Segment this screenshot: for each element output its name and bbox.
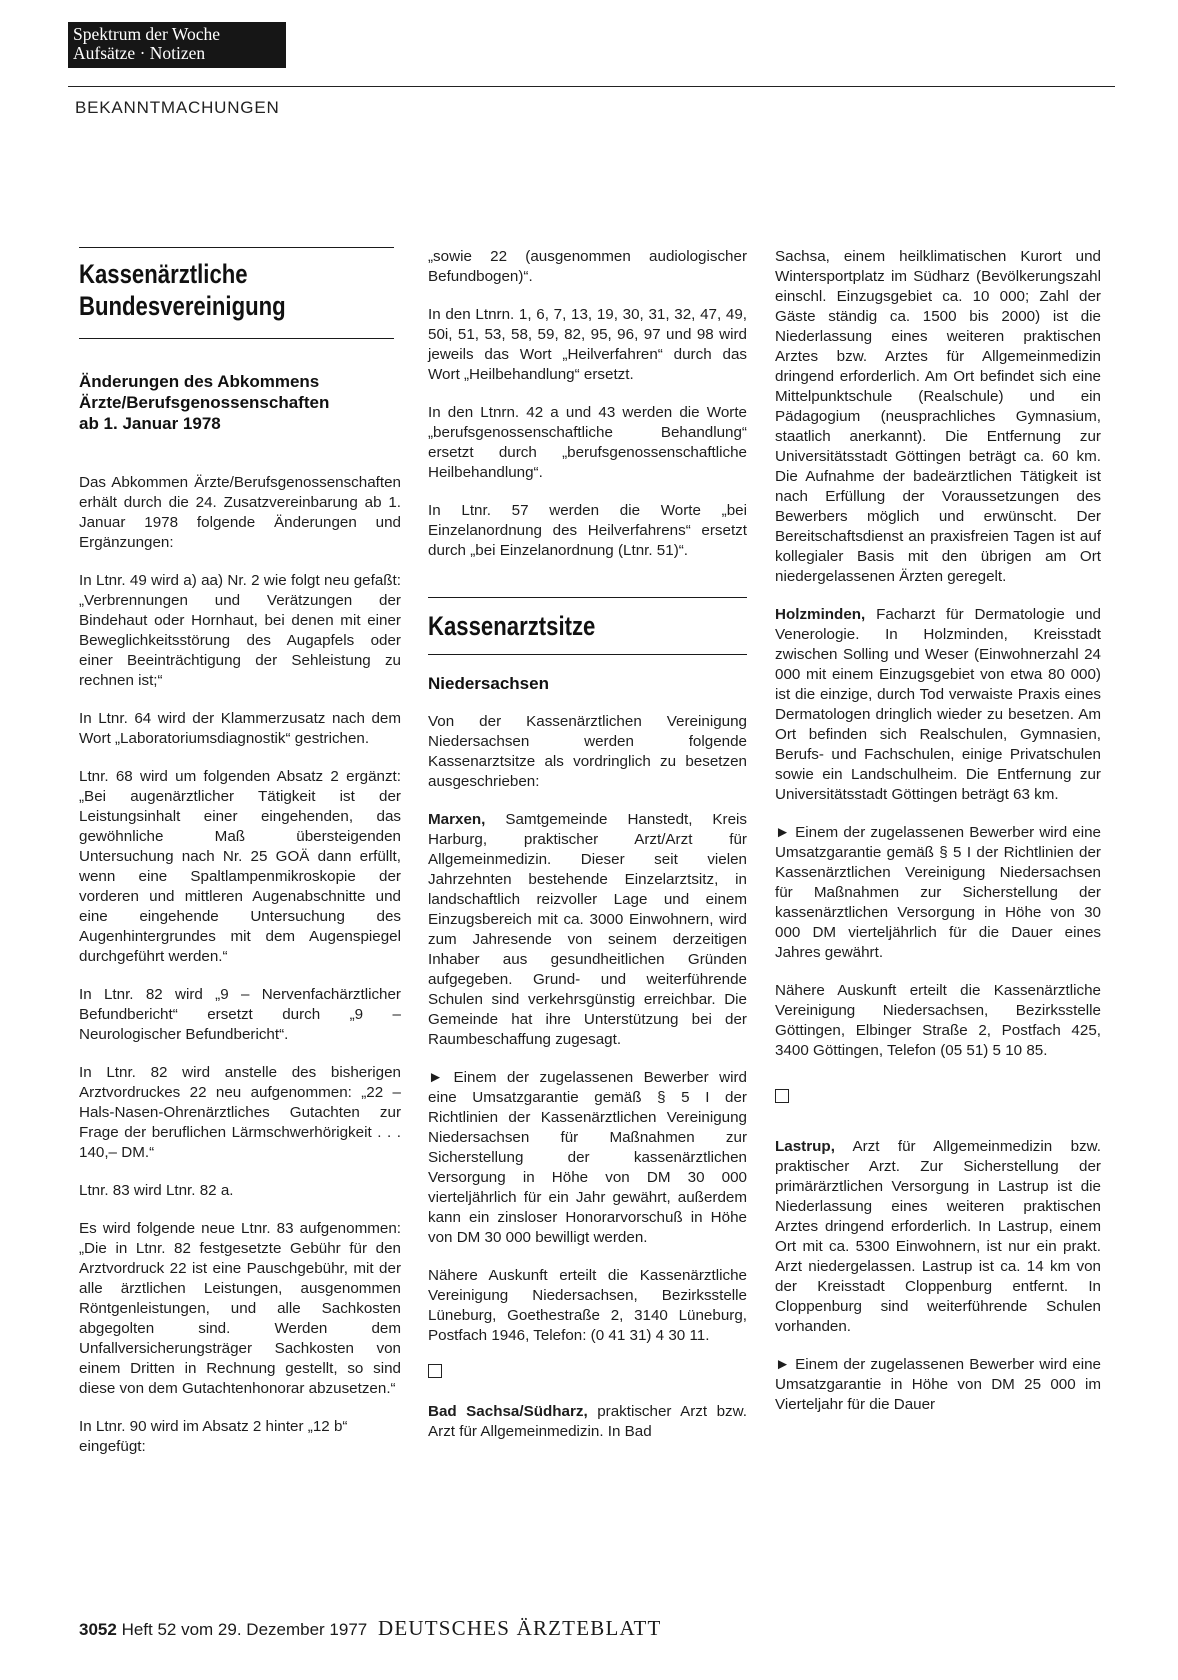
paragraph: Das Abkommen Ärzte/Berufsgenossenschaften erhält durch die 24. Zusatzvereinbarung ab 1. Januar 1978 folgende Änderungen und Ergänzungen: — [79, 474, 401, 551]
place-name: Bad Sachsa/Südharz, — [428, 1403, 588, 1420]
column-1 — [79, 247, 401, 1457]
arrow-icon: ► — [775, 1356, 791, 1373]
paragraph: „sowie 22 (ausgenommen audiologischer Befundbogen)“. — [428, 248, 747, 285]
region-subheadline: Niedersachsen — [428, 674, 549, 693]
arrow-icon: ► — [775, 824, 791, 841]
listing-lastrup: Lastrup, Arzt für Allgemeinmedizin bzw. praktischer Arzt. Zur Sicherstellung der primärärztlichen Versorgung in Lastrup ist die Niederlassung eines weiteren praktischen Arztes dringend erforderlich. In Lastrup, einem Ort mit ca. 5300 Einwohnern, ist nur ein prakt. Arzt niedergelassen. Lastrup ist ca. 14 km von der Kreisstadt Cloppenburg entfernt. In Cloppenburg sind weiterführende Schulen vorhanden. — [775, 1138, 1101, 1335]
paragraph: Ltnr. 83 wird Ltnr. 82 a. — [79, 1182, 234, 1199]
paragraph: Es wird folgende neue Ltnr. 83 aufgenommen: „Die in Ltnr. 82 festgesetzte Gebühr für den Arztvordruck 22 ist eine Pauschgebühr, mit der alle ärztlichen Leistungen, ausgenommen Röntgenleistungen, und alle Sachkosten abgegolten sind. Werden dem Unfallversicherungsträger Sachkosten von einem Dritten in Rechnung gestellt, so sind diese von dem Gutachtenhonorar abzusetzen.“ — [79, 1220, 401, 1397]
paragraph: In Ltnr. 82 wird „9 – Nervenfachärztlicher Befundbericht“ ersetzt durch „9 – Neurologischer Befundbericht“. — [79, 986, 401, 1043]
article-subheadline — [79, 371, 401, 434]
box-icon — [775, 1089, 789, 1103]
magazine-name: DEUTSCHES ÄRZTEBLATT — [377, 1616, 662, 1640]
contact-paragraph: Nähere Auskunft erteilt die Kassenärztliche Vereinigung Niedersachsen, Bezirksstelle Göttingen, Elbinger Straße 2, Postfach 425, 3400 Göttingen, Telefon (05 51) 5 10 85. — [775, 982, 1101, 1059]
section-label — [68, 22, 286, 68]
page-number: 3052 — [79, 1620, 117, 1639]
paragraph: In Ltnr. 82 wird anstelle des bisherigen Arztvordruckes 22 neu aufgenommen: „22 – Hals-Nasen-Ohrenärztliches Gutachten zur Frage der beruflichen Lärmschwerhörigkeit . . . 140,– DM.“ — [79, 1064, 401, 1161]
place-name: Marxen, — [428, 811, 486, 828]
guarantee-paragraph: ► Einem der zugelassenen Bewerber wird eine Umsatzgarantie gemäß § 5 I der Richtlinien der Kassenärztlichen Vereinigung Niedersachsen für Maßnahmen zur Sicherstellung der kassenärztlichen Versorgung in Höhe von 30 000 DM vierteljährlich für die Dauer eines Jahres gewährt. — [775, 824, 1101, 961]
paragraph: In den Ltnrn. 1, 6, 7, 13, 19, 30, 31, 32, 47, 49, 50i, 51, 53, 58, 59, 82, 95, 96, 97 und 98 wird jeweils das Wort „Heilverfahren“ durch das Wort „Heilbehandlung“ ersetzt. — [428, 306, 747, 383]
page-footer — [79, 1616, 662, 1641]
subheadline-line2: Ärzte/Berufsgenossenschaften — [79, 393, 330, 412]
headline-rule-bottom — [79, 338, 394, 339]
column-3 — [775, 247, 1101, 1415]
paragraph: In den Ltnrn. 42 a und 43 werden die Worte „berufsgenossenschaftliche Behandlung“ ersetzt durch „berufsgenossenschaftliche Heilbehandlung“. — [428, 404, 747, 481]
headline-line1: Kassenärztliche — [79, 259, 248, 289]
paragraph: Ltnr. 68 wird um folgenden Absatz 2 ergänzt: „Bei augenärztlicher Tätigkeit ist der Leistungsinhalt einer eingehenden, das gewöhnliche Maß übersteigenden Untersuchung nach Nr. 25 GOÄ dann erfüllt, wenn eine Spaltlampenmikroskopie der vorderen und mittleren Augenabschnitte und eine eingehende Untersuchung des Augenhintergrundes mit dem Augenspiegel durchgeführt werden.“ — [79, 768, 401, 965]
listing-marxen: Marxen, Samtgemeinde Hanstedt, Kreis Harburg, praktischer Arzt/Arzt für Allgemeinmedizin. Dieser seit vielen Jahrzehnten bestehende Einzelarztsitz, in landschaftlich reizvoller Lage und einem Einzugsbereich mit ca. 3000 Einwohnern, wird zum Jahresende von seinem derzeitigen Inhaber aus gesundheitlichen Gründen aufgegeben. Grund- und weiterführende Schulen sind verkehrsgünstig erreichbar. Die Gemeinde hat ihre Unterstützung bei der Raumbeschaffung zugesagt. — [428, 811, 747, 1048]
paragraph: In Ltnr. 90 wird im Absatz 2 hinter „12 b“ eingefügt: — [79, 1418, 348, 1455]
paragraph: In Ltnr. 64 wird der Klammerzusatz nach dem Wort „Laboratoriumsdiagnostik“ gestrichen. — [79, 710, 401, 747]
headline-rule-top — [79, 247, 394, 248]
place-name: Lastrup, — [775, 1138, 835, 1155]
body-text — [79, 473, 401, 1457]
guarantee-paragraph: ► Einem der zugelassenen Bewerber wird eine Umsatzgarantie in Höhe von DM 25 000 im Vierteljahr für die Dauer — [775, 1356, 1101, 1413]
section-label-line2: Aufsätze · Notizen — [73, 43, 206, 63]
arrow-icon: ► — [428, 1069, 444, 1086]
end-box — [775, 1089, 1101, 1109]
article-headline — [79, 258, 401, 322]
subheadline-line1: Änderungen des Abkommens — [79, 372, 320, 391]
headline-rule-bottom — [428, 654, 747, 655]
paragraph: Sachsa, einem heilklimatischen Kurort und Wintersportplatz im Südharz (Bevölkerungszahl einschl. Einzugsgebiet ca. 10 000; Zahl der Gäste ständig ca. 1500 bis 2000) ist die Niederlassung eines weiteren praktischen Arztes bzw. Arztes für Allgemeinmedizin dringend erforderlich. Am Ort befindet sich eine Mittelpunktschule (Realschule) und ein Pädagogium (neusprachliches Gymnasium, staatlich anerkannt). Die Entfernung zur Universitätsstadt Göttingen beträgt ca. 60 km. Die Aufnahme der badeärztlichen Tätigkeit ist nach Erfüllung der Voraussetzungen des Bewerbers möglich und erwünscht. Der Bereitschaftsdienst an praxisfreien Tagen ist auf kollegialer Basis mit den übrigen am Ort niedergelassenen Ärzten geregelt. — [775, 248, 1101, 585]
box-icon — [428, 1364, 442, 1378]
listing-holzminden: Holzminden, Facharzt für Dermatologie und Venerologie. In Holzminden, Kreisstadt zwischen Solling und Weser (Einwohnerzahl 24 000 mit einem Einzugsgebiet von etwa 80 000) ist die einzige, durch Tod verwaiste Praxis eines Dermatologen dringlich wieder zu besetzen. Am Ort befinden sich Realschulen, Gymnasien, Berufs- und Fachschulen, einige Privatschulen sowie ein Landschulheim. Die Entfernung zur Universitätsstadt Göttingen beträgt 63 km. — [775, 606, 1101, 803]
place-name: Holzminden, — [775, 606, 866, 623]
column-2 — [428, 247, 747, 1442]
guarantee-paragraph: ► Einem der zugelassenen Bewerber wird eine Umsatzgarantie gemäß § 5 I der Richtlinien der Kassenärztlichen Vereinigung Niedersachsen für Maßnahmen zur Sicherstellung der kassenärztlichen Versorgung in Höhe von DM 30 000 vierteljährlich für ein Jahr gewährt, außerdem kann ein zinsloser Honorarvorschuß in Höhe von DM 30 000 bewilligt werden. — [428, 1069, 747, 1246]
paragraph: In Ltnr. 49 wird a) aa) Nr. 2 wie folgt neu gefaßt: „Verbrennungen und Verätzungen der Bindehaut oder Hornhaut, bei denen mit einer Beweglichkeitsstörung des Augapfels oder einer Beeinträchtigung der Sehleistung zu rechnen ist;“ — [79, 572, 401, 689]
end-box — [428, 1364, 747, 1384]
contact-paragraph: Nähere Auskunft erteilt die Kassenärztliche Vereinigung Niedersachsen, Bezirksstelle Lüneburg, Goethestraße 2, 3140 Lüneburg, Postfach 1946, Telefon: (0 41 31) 4 30 11. — [428, 1267, 747, 1344]
kicker: BEKANNTMACHUNGEN — [75, 98, 280, 117]
subheadline-line3: ab 1. Januar 1978 — [79, 414, 221, 433]
section-label-line1: Spektrum der Woche — [73, 24, 220, 44]
issue-info: Heft 52 vom 29. Dezember 1977 — [121, 1620, 368, 1639]
headline-line2: Bundesvereinigung — [79, 291, 286, 321]
section-headline: Kassenarztsitze — [428, 611, 596, 641]
headline-rule — [428, 597, 747, 598]
listing-bad-sachsa: Bad Sachsa/Südharz, praktischer Arzt bzw. Arzt für Allgemeinmedizin. In Bad — [428, 1403, 747, 1440]
body-text — [428, 712, 747, 1442]
paragraph: In Ltnr. 57 werden die Worte „bei Einzelanordnung des Heilverfahrens“ ersetzt durch „bei Einzelanordnung (Ltnr. 51)“. — [428, 502, 747, 559]
top-rule — [68, 86, 1115, 87]
paragraph: Von der Kassenärztlichen Vereinigung Niedersachsen werden folgende Kassenarztsitze als vordringlich zu besetzen ausgeschrieben: — [428, 713, 747, 790]
